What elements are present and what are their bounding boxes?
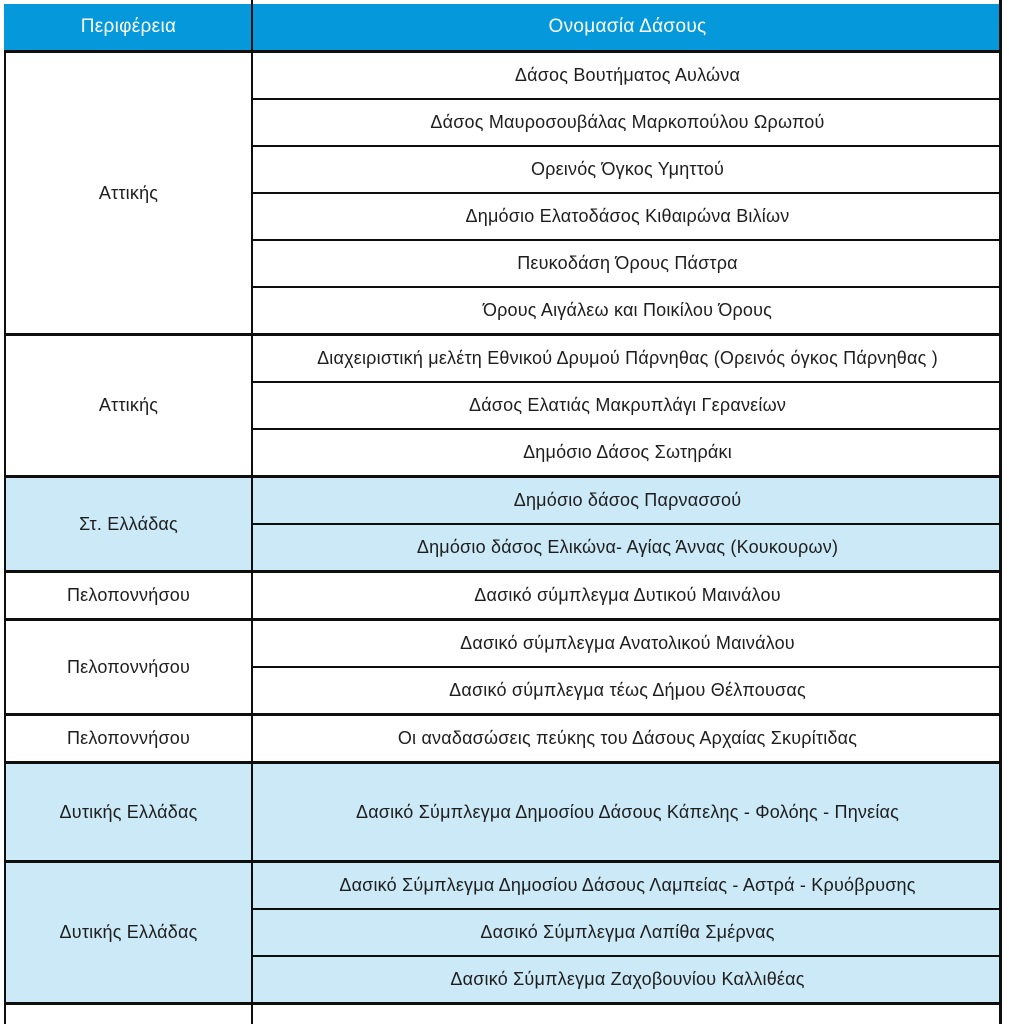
table-header-row: [4, 4, 1002, 53]
forest-rows: [253, 53, 1002, 333]
forest-rows: [253, 764, 1002, 860]
forest-name-cell: Διαχειριστική μελέτη Εθνικού Δρυμού Πάρνηθας (Ορεινός όγκος Πάρνηθας ): [317, 348, 938, 368]
region-group: [4, 863, 1002, 1005]
forest-name-cell: Δημόσιο Ελατοδάσος Κιθαιρώνα Βιλίων: [253, 192, 1002, 239]
forest-name-cell: Δάσος Μαυροσουβάλας Μαρκοπούλου Ωρωπού: [253, 98, 1002, 145]
forest-rows: [253, 573, 1002, 618]
forest-name-cell: Δάσος Ελατιάς Μακρυπλάγι Γερανείων: [253, 381, 1002, 428]
forest-name-cell: Δασικό σύμπλεγμα Δυτικού Μαινάλου: [474, 585, 781, 605]
table-body: [4, 53, 1002, 1005]
region-cell: Στ. Ελλάδας: [79, 513, 178, 534]
forest-name-cell: Δάσος Βουτήματος Αυλώνα: [514, 65, 741, 85]
region-group: [4, 336, 1002, 478]
forest-name-cell: Πευκοδάση Όρους Πάστρα: [253, 239, 1002, 286]
region-cell: Πελοποννήσου: [66, 656, 191, 677]
forest-name-cell: Δασικό Σύμπλεγμα Λαπίθα Σμέρνας: [253, 908, 1002, 955]
region-cell: Δυτικής Ελλάδας: [59, 801, 198, 822]
forest-name-cell: Δασικό Σύμπλεγμα Δημοσίου Δάσους Κάπελης - Φολόης - Πηνείας: [355, 801, 900, 822]
forest-name-cell: Δημόσιο δάσος Ελικώνα- Αγίας Άννας (Κουκουρων): [253, 523, 1002, 570]
forest-name-cell: Δημόσιο Δάσος Σωτηράκι: [253, 428, 1002, 475]
region-group: [4, 573, 1002, 621]
region-group: [4, 764, 1002, 863]
region-cell: Δυτικής Ελλάδας: [59, 922, 198, 942]
region-cell: Πελοποννήσου: [66, 728, 191, 748]
forest-name-cell: Δασικό σύμπλεγμα τέως Δήμου Θέλπουσας: [253, 666, 1002, 713]
region-group: [4, 621, 1002, 716]
forest-name-cell: Οι αναδασώσεις πεύκης του Δάσους Αρχαίας Σκυρίτιδας: [397, 728, 858, 748]
forest-rows: [253, 336, 1002, 475]
forest-name-cell: Δασικό Σύμπλεγμα Δημοσίου Δάσους Λαμπείας - Αστρά - Κρυόβρυσης: [339, 875, 916, 895]
region-cell: Αττικής: [98, 182, 159, 203]
region-group: [4, 716, 1002, 764]
table-right-border: [999, 0, 1002, 1024]
forest-rows: [253, 478, 1002, 570]
column-header-forest-name: Ονομασία Δάσους: [548, 16, 707, 37]
forest-rows: [253, 863, 1002, 1002]
region-group: [4, 478, 1002, 573]
forest-name-cell: Δημόσιο δάσος Παρνασσού: [513, 490, 742, 510]
forest-rows: [253, 716, 1002, 761]
column-header-region: Περιφέρεια: [80, 16, 177, 37]
forest-name-cell: Ορεινός Όγκος Υμηττού: [253, 145, 1002, 192]
region-cell: Αττικής: [98, 395, 159, 415]
forest-name-cell: Δασικό Σύμπλεγμα Ζαχοβουνίου Καλλιθέας: [253, 955, 1002, 1002]
column-divider-line: [251, 0, 253, 1024]
forest-name-cell: Όρους Αιγάλεω και Ποικίλου Όρους: [253, 286, 1002, 333]
forest-rows: [253, 621, 1002, 713]
forest-name-cell: Δασικό σύμπλεγμα Ανατολικού Μαινάλου: [460, 633, 795, 653]
region-cell: Πελοποννήσου: [66, 585, 191, 605]
region-group: [4, 53, 1002, 336]
table-left-border: [4, 50, 6, 1024]
